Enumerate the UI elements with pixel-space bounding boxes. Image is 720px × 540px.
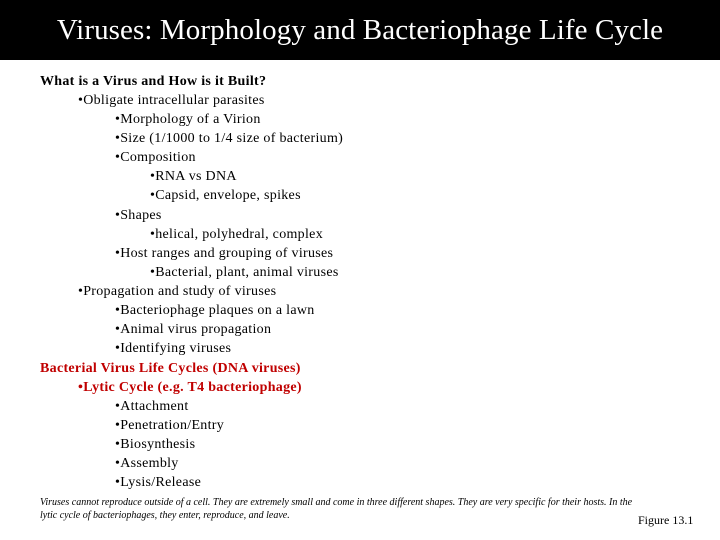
outline-item-plaques (115, 302, 315, 320)
outline-item-label: Size (1/1000 to 1/4 size of bacterium) (120, 131, 344, 146)
outline-item-propagation (78, 283, 276, 301)
outline-item-label: Bacterial, plant, animal viruses (155, 265, 339, 280)
outline-item-label: Penetration/Entry (120, 418, 225, 433)
outline-item-attachment (115, 398, 189, 416)
life-cycles-heading: Bacterial Virus Life Cycles (DNA viruses) (40, 361, 301, 376)
outline-item-size (115, 130, 343, 148)
outline-item-penetration (115, 417, 224, 435)
outline-item-host-types (150, 264, 339, 282)
outline-item-label: Biosynthesis (120, 437, 196, 452)
outline-item-lysis (115, 474, 201, 492)
outline-item-label: Bacteriophage plaques on a lawn (120, 303, 315, 318)
outline-item-identifying (115, 340, 231, 358)
outline-item-label: Morphology of a Virion (120, 112, 261, 127)
outline-item-label: Propagation and study of viruses (83, 284, 277, 299)
outline-item-label: Obligate intracellular parasites (83, 93, 265, 108)
outline-item-shapes (115, 207, 162, 225)
outline-item-rna-dna (150, 168, 237, 186)
outline-item-label: Capsid, envelope, spikes (155, 188, 301, 203)
title-bar (0, 0, 720, 60)
outline-item-label: Assembly (120, 456, 179, 471)
slide-title: Viruses: Morphology and Bacteriophage Life Cycle (56, 13, 664, 46)
figure-label: Figure 13.1 (638, 513, 694, 527)
outline-item-label: Attachment (120, 399, 189, 414)
outline-item-lytic (78, 379, 302, 397)
outline-item-label: Lysis/Release (120, 475, 202, 490)
outline-item-capsid (150, 187, 301, 205)
outline-item-shape-types (150, 226, 323, 244)
outline-item-host-ranges (115, 245, 333, 263)
outline-item-label: Composition (120, 150, 196, 165)
outline-item-label: Shapes (120, 208, 162, 223)
slide-caption: Viruses cannot reproduce outside of a cell. They are extremely small and come in three different shapes. They are very specific for their hosts. In the lytic cycle of bacteriophages, they enter, reproduce, and leave. (40, 497, 633, 521)
outline-item-biosynthesis (115, 436, 195, 454)
outline-item-animal-propagation (115, 321, 271, 339)
outline-item-label: Animal virus propagation (120, 322, 272, 337)
outline-item-label: RNA vs DNA (155, 169, 237, 184)
outline-item-label: helical, polyhedral, complex (155, 227, 323, 242)
outline-item-label: Host ranges and grouping of viruses (120, 246, 334, 261)
outline-item-label: Lytic Cycle (e.g. T4 bacteriophage) (83, 380, 302, 395)
outline-heading: What is a Virus and How is it Built? (40, 74, 267, 89)
outline-item-morphology (115, 111, 261, 129)
outline-item-obligate (78, 92, 265, 110)
outline-item-composition (115, 149, 196, 167)
outline-item-label: Identifying viruses (120, 341, 232, 356)
outline-item-assembly (115, 455, 179, 473)
